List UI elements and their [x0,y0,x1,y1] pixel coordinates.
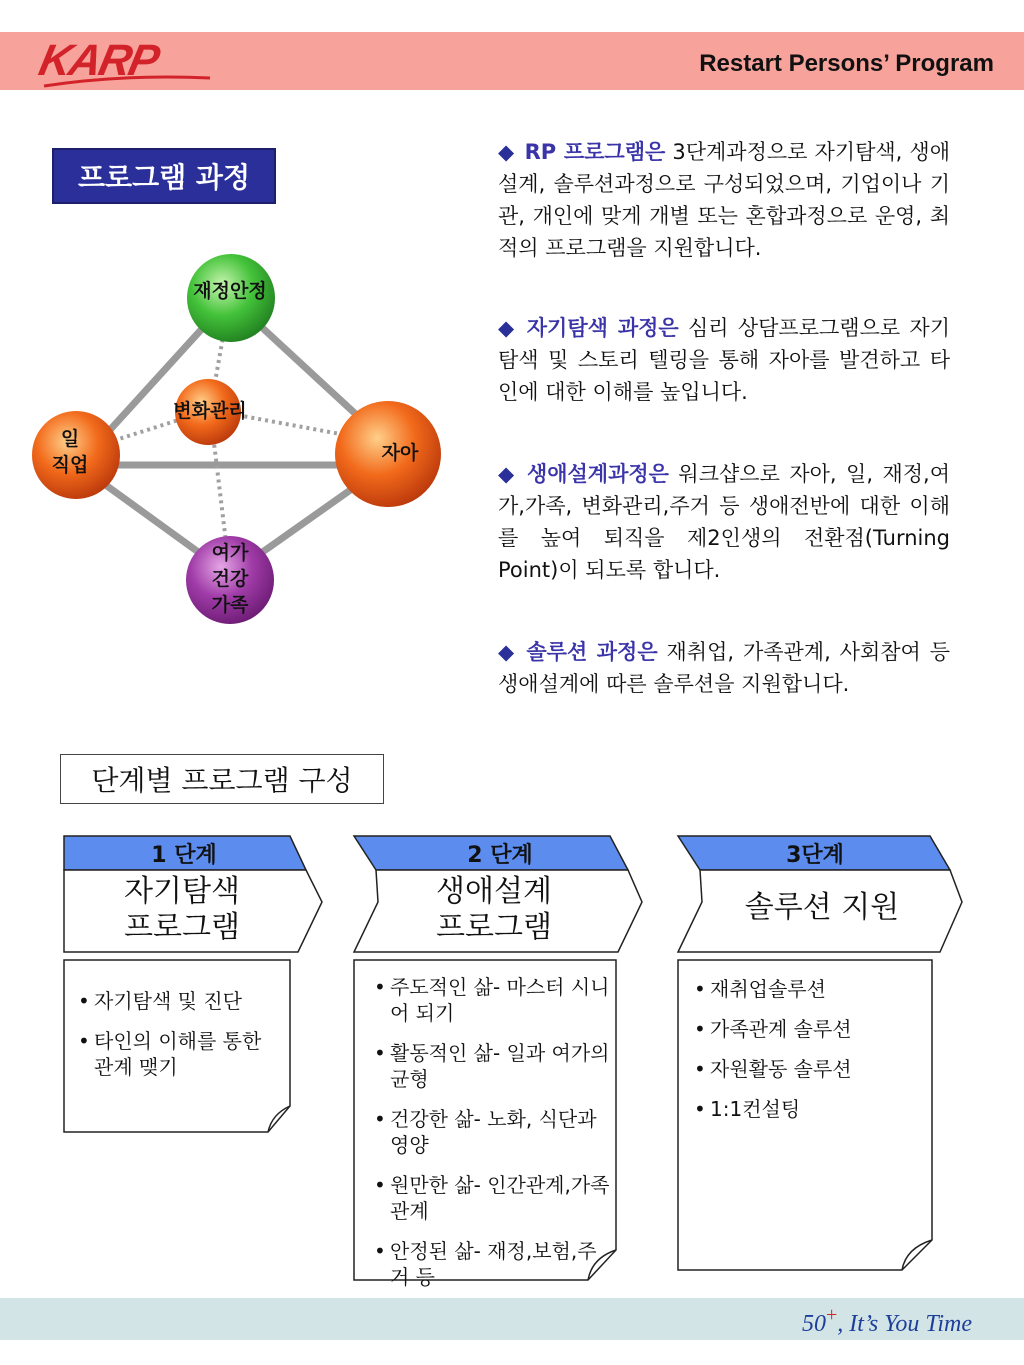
plus-mark: + [826,1304,838,1326]
footer-bar [0,1298,1024,1340]
stage-1-items [78,988,278,1094]
diamond-bullet-icon: ◆ [498,462,517,486]
list-item: • 1:1컨설팅 [694,1097,801,1121]
stage-3-title: 솔루션 지원 [744,890,900,925]
paragraph-body: 심리 상담프로그램으로 자기탐색 및 스토리 텔링을 통해 자아를 발견하고 타인에 대한 이해를 높입니다. [498,316,950,404]
node-label-change: 변화관리 [173,400,247,422]
stage-1-title-2: 프로그램 [124,910,240,945]
diamond-bullet-icon: ◆ [498,316,517,340]
node-label-leisure-3: 가족 [211,594,249,616]
paragraph-self-exploration [498,312,950,408]
list-item: • 원만한 삶- 인간관계,가족관계 [374,1173,610,1223]
footer-slogan: 50+, It’s You Time [802,1304,972,1337]
stage-3-header: 3단계 [786,842,844,868]
logo-swoosh-icon [42,72,212,88]
stage-2-title-2: 프로그램 [436,910,552,945]
paragraph-body: 3단계과정으로 자기탐색, 생애설계, 솔루션과정으로 구성되었으며, 기업이나 기관, 개인에 맞게 개별 또는 혼합과정으로 운영, 최적의 프로그램을 지원합니다. [498,140,950,260]
paragraph-lead: 자기탐색 과정은 [526,316,679,340]
stage-1-title-1: 자기탐색 [124,874,240,909]
section-title-stage-programs: 단계별 프로그램 구성 [60,754,384,804]
list-item: • 안정된 삶- 재정,보험,주거 등 [374,1239,597,1289]
node-label-leisure-1: 여가 [211,542,249,564]
list-item: • 자기탐색 및 진단 [78,989,242,1013]
stage-2-header: 2 단계 [467,842,533,868]
paragraph-rp-program [498,136,950,264]
stage-2-title-1: 생애설계 [436,874,552,909]
node-label-self: 자아 [381,442,419,464]
stage-1-header: 1 단계 [151,842,217,868]
list-item: • 가족관계 솔루션 [694,1017,852,1041]
list-item: • 주도적인 삶- 마스터 시니어 되기 [374,975,610,1025]
section-title-program-process: 프로그램 과정 [52,148,276,204]
node-label-work-1: 일 [60,428,80,450]
list-item: • 활동적인 삶- 일과 여가의 균형 [374,1041,610,1091]
paragraph-lead: 솔루션 과정은 [526,640,658,664]
header-title: Restart Persons’ Program [699,50,994,77]
diamond-bullet-icon: ◆ [498,640,517,664]
list-item: • 자원활동 솔루션 [694,1057,852,1081]
list-item: • 재취업솔루션 [694,977,826,1001]
program-diagram [20,240,460,640]
paragraph-body: 워크샵으로 자아, 일, 재정,여가,가족, 변화관리,주거 등 생애전반에 대한 이해를 높여 퇴직을 제2인생의 전환점(Turning Point)이 되도록 합니다. [498,462,951,582]
node-label-work-2: 직업 [51,454,89,476]
paragraph-lead: RP 프로그램은 [524,140,666,164]
node-label-leisure-2: 건강 [211,568,249,590]
header-bar [0,32,1024,90]
karp-logo: KARP [34,36,163,85]
paragraph-solution [498,636,950,700]
paragraph-lead: 생애설계과정은 [526,462,669,486]
diamond-bullet-icon: ◆ [498,140,515,164]
paragraph-body: 재취업, 가족관계, 사회참여 등 생애설계에 따른 솔루션을 지원합니다. [498,640,950,696]
paragraph-life-design [498,458,950,586]
stage-2-items [374,974,610,1304]
list-item: • 건강한 삶- 노화, 식단과 영양 [374,1107,597,1157]
stage-3-items [694,976,924,1136]
list-item: • 타인의 이해를 통한 관계 맺기 [78,1029,262,1079]
node-label-finance: 재정안정 [193,280,267,302]
